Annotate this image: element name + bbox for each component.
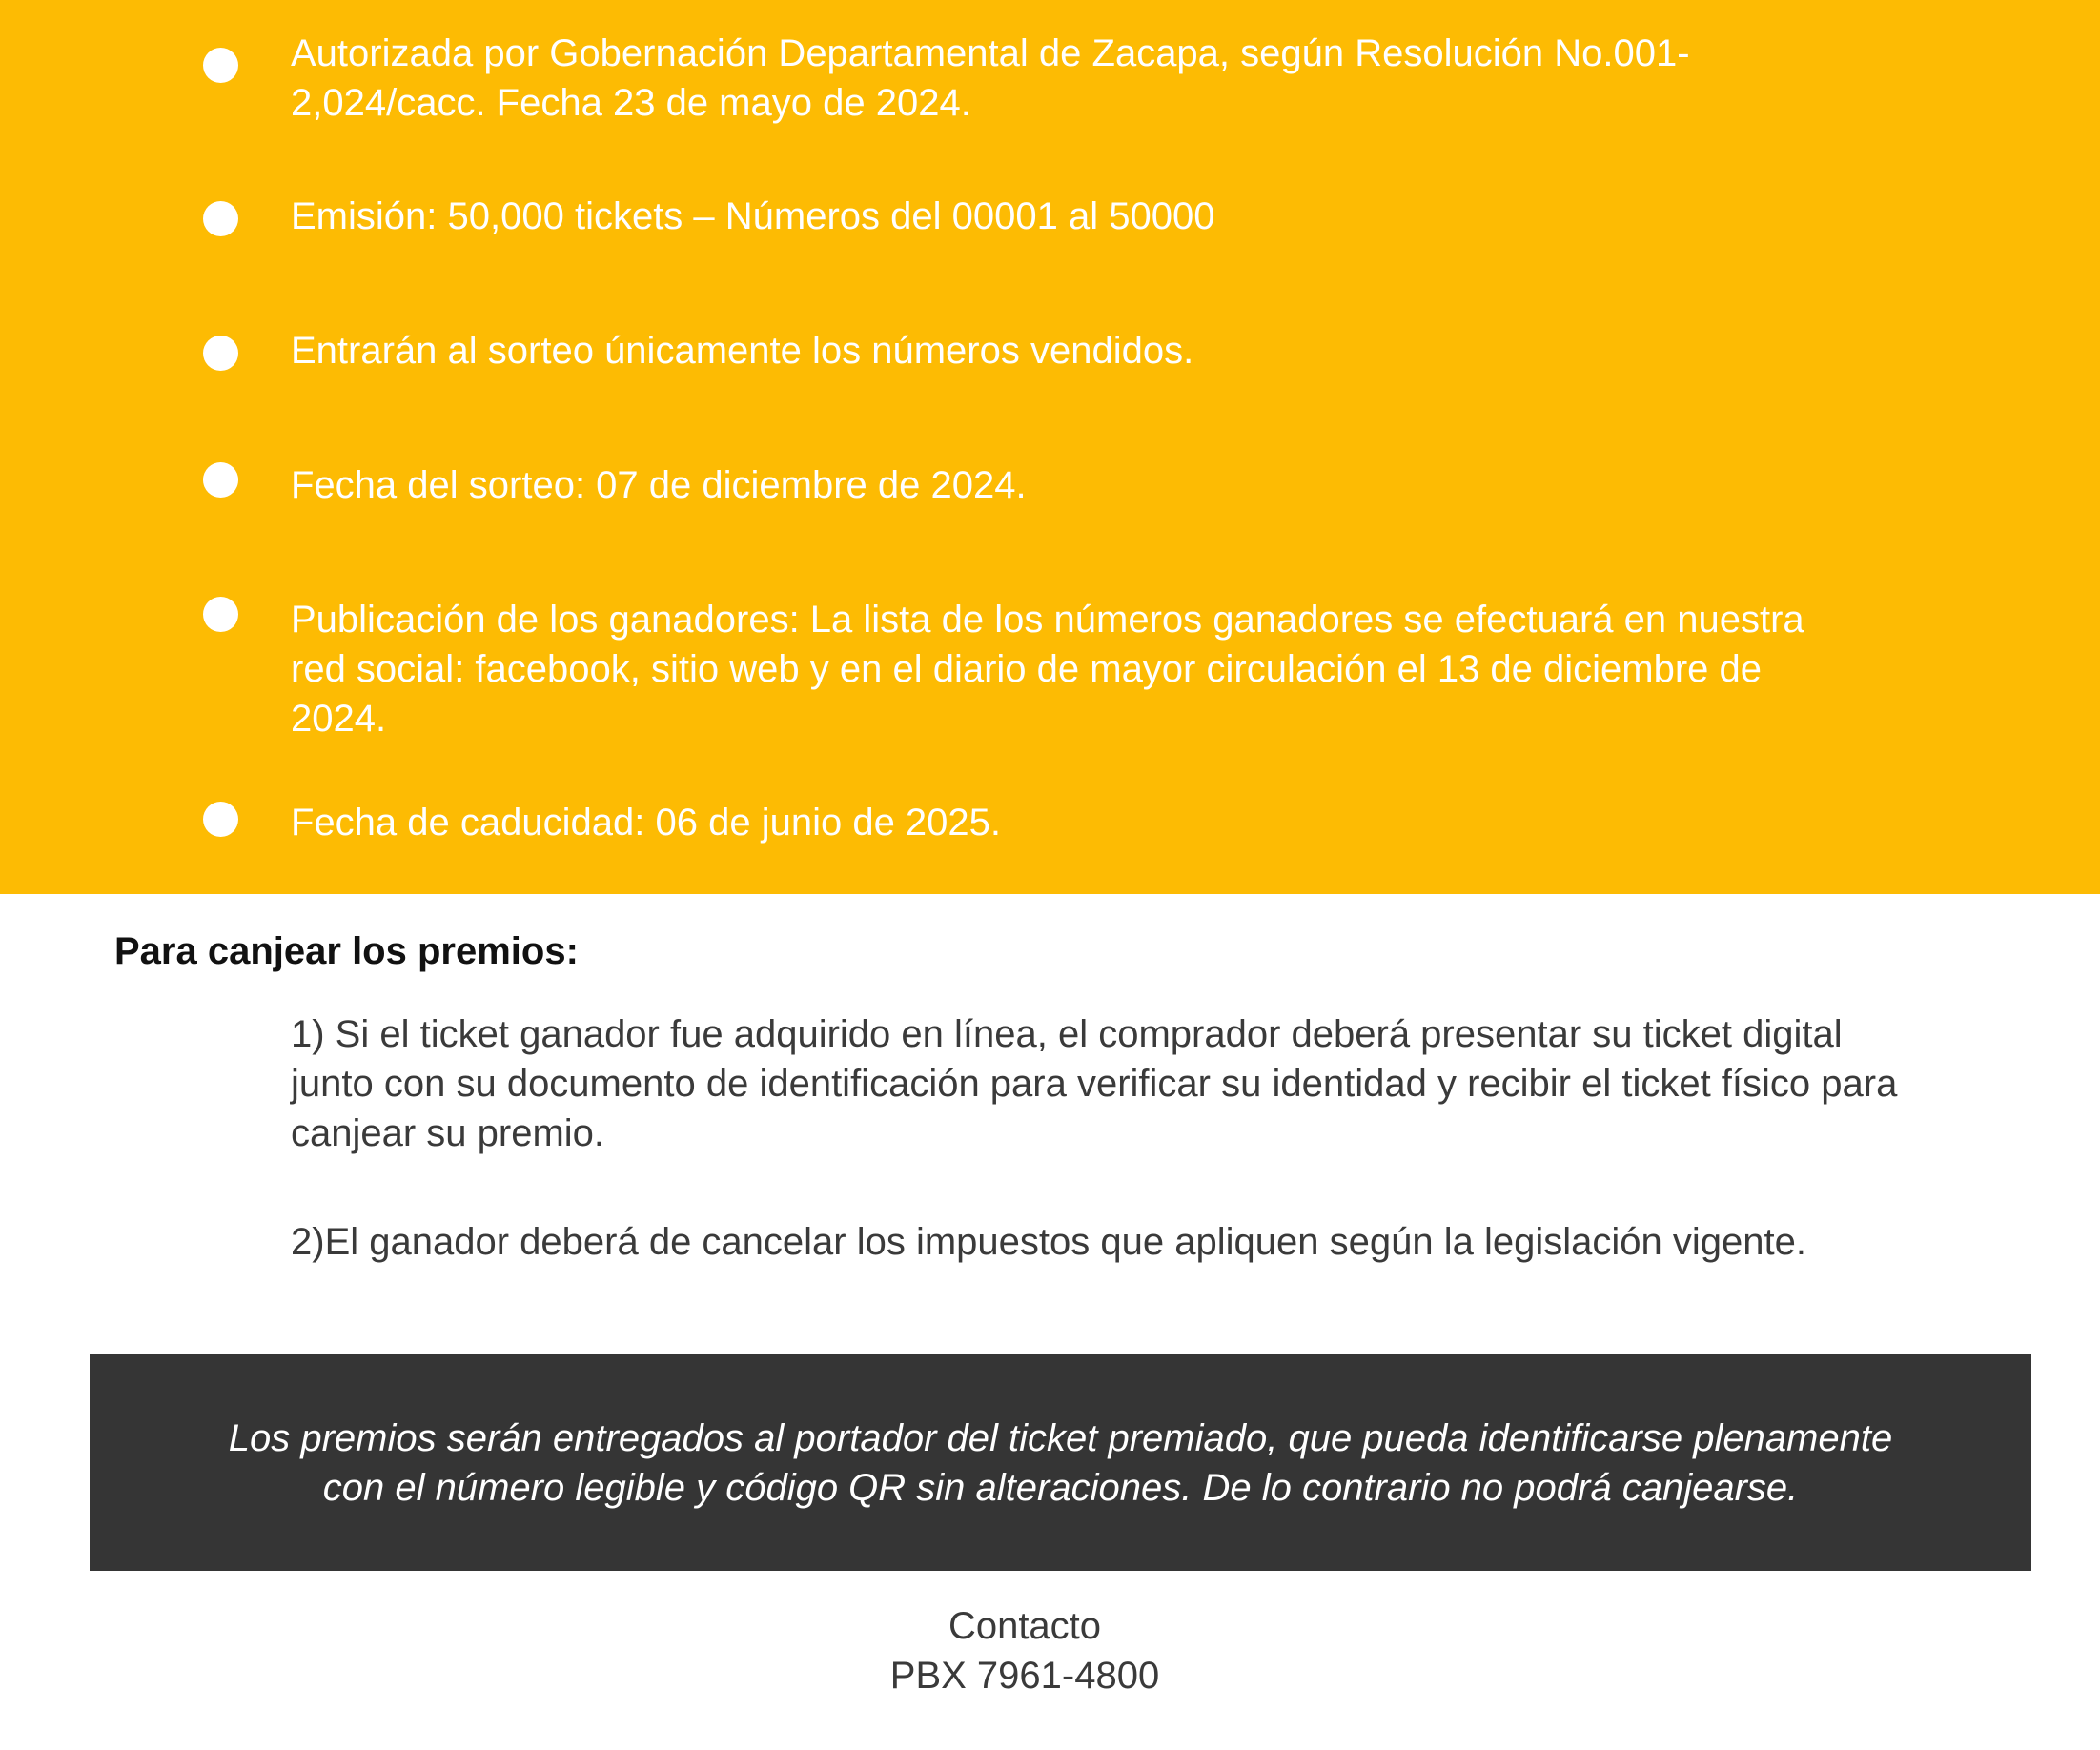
redeem-heading: Para canjear los premios: <box>114 930 579 972</box>
redeem-step: 1) Si el ticket ganador fue adquirido en línea, el comprador deberá presentar su ticket digital junto con su documento de identificación para verificar su identidad y recibir el ticket físico para canjear su premio. <box>291 1013 1898 1154</box>
notice-box <box>90 1354 2031 1571</box>
bullet-dot-icon <box>203 48 238 83</box>
bullet-text: Publicación de los ganadores: La lista de los números ganadores se efectuará en nuestra red social: facebook, sitio web y en el diario de mayor circulación el 13 de diciembre de 2024. <box>291 599 1804 740</box>
bullet-text: Emisión: 50,000 tickets – Números del 00001 al 50000 <box>291 195 1215 237</box>
bullet-dot-icon <box>203 336 238 371</box>
bullet-dot-icon <box>203 462 238 498</box>
bullet-dot-icon <box>203 802 238 837</box>
bullet-dot-icon <box>203 597 238 632</box>
contact-block <box>0 1601 2049 1700</box>
contact-label: Contacto <box>948 1605 1102 1647</box>
bullet-text: Fecha del sorteo: 07 de diciembre de 2024. <box>291 464 1027 506</box>
redeem-step: 2)El ganador deberá de cancelar los impuestos que apliquen según la legislación vigente. <box>291 1221 1806 1263</box>
bullet-text: Fecha de caducidad: 06 de junio de 2025. <box>291 802 1002 844</box>
contact-phone: PBX 7961-4800 <box>889 1655 1160 1697</box>
notice-text: Los premios serán entregados al portador del ticket premiado, que pueda identificarse plenamente con el número legible y código QR sin alteraciones. De lo contrario no podrá canjearse. <box>228 1416 1893 1509</box>
bullet-text: Autorizada por Gobernación Departamental de Zacapa, según Resolución No.001-2,024/cacc. Fecha 23 de mayo de 2024. <box>291 32 1690 124</box>
bullet-dot-icon <box>203 201 238 236</box>
bullet-text: Entrarán al sorteo únicamente los números vendidos. <box>291 330 1194 372</box>
